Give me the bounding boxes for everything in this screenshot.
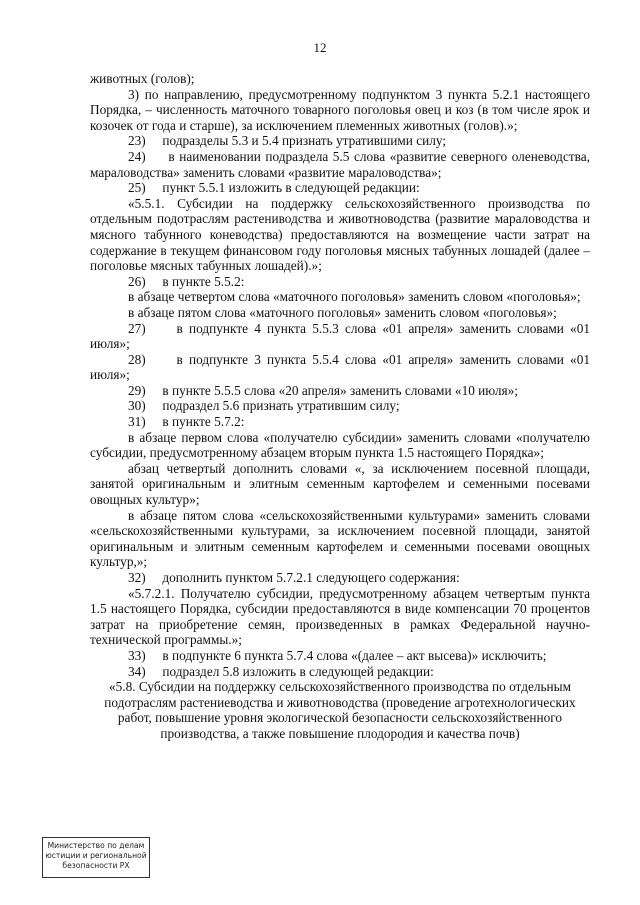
ministry-stamp — [42, 837, 150, 878]
paragraph: в абзаце пятом слова «сельскохозяйственными культурами» заменить словами «сельскохозяйственными культурами, за исключением посевной площади, занятой оригинальным и элитным семенным картофелем и семенными посевами овощных культур,»; — [90, 507, 590, 570]
paragraph: «5.7.2.1. Получателю субсидии, предусмотренному абзацем четвертым пункта 1.5 настоящего Порядка, субсидии предоставляются в виде компенсации 70 процентов затрат на приобретение семян, произведенных в рамках Федеральной научно-технической программы.»; — [90, 585, 590, 648]
paragraph: 28) в подпункте 3 пункта 5.5.4 слова «01 апреля» заменить словами «01 июля»; — [90, 351, 590, 383]
paragraph: 23) подразделы 5.3 и 5.4 признать утратившими силу; — [128, 133, 447, 149]
paragraph: абзац четвертый дополнить словами «, за исключением посевной площади, занятой оригинальным и элитным семенным картофелем и семенными посевами овощных культур»; — [90, 460, 590, 508]
document-body — [90, 71, 590, 742]
paragraph: в абзаце четвертом слова «маточного поголовья» заменить словом «поголовья»; — [128, 289, 581, 305]
paragraph: «5.5.1. Субсидии на поддержку сельскохозяйственного производства по отдельным подотраслям растениводства и животноводства (развитие мараловодства и мясного табунного коневодства) предоставляются на возмещение части затрат на содержание в текущем финансовом году поголовья мясных табунных лошадей (далее – поголовье мясных табунных лошадей).»; — [90, 195, 590, 274]
stamp-line: юстиции и региональной — [45, 851, 147, 860]
paragraph: 27) в подпункте 4 пункта 5.5.3 слова «01 апреля» заменить словами «01 июля»; — [90, 320, 590, 352]
paragraph: 34) подраздел 5.8 изложить в следующей редакции: — [128, 663, 434, 679]
paragraph: в абзаце первом слова «получателю субсидии» заменить словами «получателю субсидии, предусмотренному абзацем вторым пункта 1.5 настоящего Порядка»; — [90, 429, 590, 461]
paragraph: 3) по направлению, предусмотренному подпунктом 3 пункта 5.2.1 настоящего Порядка, – численность маточного товарного поголовья овец и коз (в том числе ярок и козочек от года и старше), за исключением племенных животных (голов).»; — [90, 86, 590, 133]
paragraph: 26) в пункте 5.5.2: — [128, 273, 245, 289]
paragraph: 30) подраздел 5.6 признать утратившим силу; — [128, 398, 400, 414]
paragraph: 29) в пункте 5.5.5 слова «20 апреля» заменить словами «10 июля»; — [128, 382, 518, 398]
paragraph: 31) в пункте 5.7.2: — [128, 414, 245, 430]
page-number: 12 — [313, 40, 327, 55]
paragraph: 25) пункт 5.5.1 изложить в следующей редакции: — [128, 180, 420, 196]
paragraph: в абзаце пятом слова «маточного поголовья» заменить словом «поголовья»; — [128, 304, 557, 320]
stamp-line: безопасности РХ — [62, 861, 130, 870]
section-heading: «5.8. Субсидии на поддержку сельскохозяйственного производства по отдельным подотраслям растениеводства и животноводства (проведение агротехнологических работ, повышение уровня экологической безопасности сельскохозяйственного производства, а также повышение плодородия и качества почв) — [104, 679, 576, 741]
stamp-line: Министерство по делам — [47, 841, 145, 850]
paragraph: 33) в подпункте 6 пункта 5.7.4 слова «(далее – акт высева)» исключить; — [128, 647, 547, 663]
paragraph: животных (голов); — [90, 71, 195, 86]
paragraph: 32) дополнить пунктом 5.7.2.1 следующего содержания: — [128, 570, 460, 585]
paragraph: 24) в наименовании подраздела 5.5 слова «развитие северного оленеводства, мараловодства» заменить словами «развитие мараловодства»; — [90, 148, 590, 180]
